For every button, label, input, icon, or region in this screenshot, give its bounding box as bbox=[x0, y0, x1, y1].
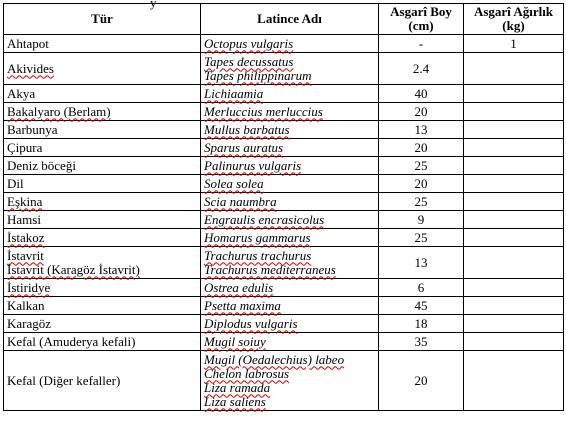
length-cell: 25 bbox=[379, 193, 464, 211]
latin-cell: Engraulis encrasicolus bbox=[201, 211, 379, 229]
weight-cell bbox=[464, 85, 564, 103]
weight-cell bbox=[464, 53, 564, 85]
length-cell: 20 bbox=[379, 351, 464, 411]
header-min-weight: Asgarî Ağırlık (kg) bbox=[464, 4, 564, 35]
latin-cell: Trachurus trachurus Trachurus mediterraneus bbox=[201, 247, 379, 279]
weight-cell bbox=[464, 121, 564, 139]
weight-cell bbox=[464, 193, 564, 211]
length-cell: 20 bbox=[379, 175, 464, 193]
weight-cell bbox=[464, 211, 564, 229]
species-cell: Hamsi bbox=[4, 211, 201, 229]
species-cell: Kefal (Amuderya kefali) bbox=[4, 333, 201, 351]
weight-cell bbox=[464, 297, 564, 315]
species-cell: Karagöz bbox=[4, 315, 201, 333]
species-cell: Kefal (Diğer kefaller) bbox=[4, 351, 201, 411]
table-row bbox=[4, 247, 564, 279]
table-row bbox=[4, 193, 564, 211]
caption-fragment bbox=[150, 0, 210, 10]
latin-cell: Merluccius merluccius bbox=[201, 103, 379, 121]
length-cell: 6 bbox=[379, 279, 464, 297]
length-cell: 20 bbox=[379, 139, 464, 157]
latin-cell: Mugil soiuy bbox=[201, 333, 379, 351]
header-species: Tür bbox=[4, 4, 201, 35]
length-cell: 45 bbox=[379, 297, 464, 315]
weight-cell bbox=[464, 139, 564, 157]
length-cell: 13 bbox=[379, 121, 464, 139]
latin-cell: Ostrea edulis bbox=[201, 279, 379, 297]
weight-cell: 1 bbox=[464, 35, 564, 53]
length-cell: 25 bbox=[379, 229, 464, 247]
table-row bbox=[4, 139, 564, 157]
header-row bbox=[4, 4, 564, 35]
weight-cell bbox=[464, 315, 564, 333]
table-row bbox=[4, 35, 564, 53]
weight-cell bbox=[464, 103, 564, 121]
species-cell: İstiridye bbox=[4, 279, 201, 297]
latin-cell: Mugil (Oedalechius) labeo Chelon labrosus Liza ramada Liza saliens bbox=[201, 351, 379, 411]
weight-cell bbox=[464, 157, 564, 175]
length-cell: 20 bbox=[379, 103, 464, 121]
table-row bbox=[4, 121, 564, 139]
latin-cell: Sparus auratus bbox=[201, 139, 379, 157]
fish-size-table bbox=[3, 3, 564, 411]
weight-cell bbox=[464, 229, 564, 247]
table-row bbox=[4, 279, 564, 297]
header-latin: Latince Adı bbox=[201, 4, 379, 35]
species-cell: Eşkina bbox=[4, 193, 201, 211]
table-row bbox=[4, 229, 564, 247]
weight-cell bbox=[464, 333, 564, 351]
latin-cell: Lichiaamia bbox=[201, 85, 379, 103]
species-cell: Akivides bbox=[4, 53, 201, 85]
table-row bbox=[4, 211, 564, 229]
table-row bbox=[4, 157, 564, 175]
latin-cell: Homarus gammarus bbox=[201, 229, 379, 247]
table-row bbox=[4, 103, 564, 121]
table-row bbox=[4, 351, 564, 411]
weight-cell bbox=[464, 247, 564, 279]
species-cell: Dil bbox=[4, 175, 201, 193]
latin-cell: Palinurus vulgaris bbox=[201, 157, 379, 175]
weight-cell bbox=[464, 351, 564, 411]
table-row bbox=[4, 315, 564, 333]
weight-cell bbox=[464, 175, 564, 193]
length-cell: 9 bbox=[379, 211, 464, 229]
species-cell: İstavrit İstavrit (Karagöz İstavrit) bbox=[4, 247, 201, 279]
length-cell: 35 bbox=[379, 333, 464, 351]
species-cell: İstakoz bbox=[4, 229, 201, 247]
species-cell: Deniz böceği bbox=[4, 157, 201, 175]
species-cell: Barbunya bbox=[4, 121, 201, 139]
latin-cell: Solea solea bbox=[201, 175, 379, 193]
species-cell: Kalkan bbox=[4, 297, 201, 315]
latin-cell: Scia naumbra bbox=[201, 193, 379, 211]
header-min-length: Asgarî Boy (cm) bbox=[379, 4, 464, 35]
species-cell: Çipura bbox=[4, 139, 201, 157]
table-row bbox=[4, 85, 564, 103]
length-cell: - bbox=[379, 35, 464, 53]
length-cell: 13 bbox=[379, 247, 464, 279]
table-row bbox=[4, 175, 564, 193]
latin-cell: Octopus vulgaris bbox=[201, 35, 379, 53]
latin-cell: Psetta maxima bbox=[201, 297, 379, 315]
latin-cell: Diplodus vulgaris bbox=[201, 315, 379, 333]
length-cell: 18 bbox=[379, 315, 464, 333]
species-cell: Akya bbox=[4, 85, 201, 103]
length-cell: 40 bbox=[379, 85, 464, 103]
table-row bbox=[4, 333, 564, 351]
species-cell: Bakalyaro (Berlam) bbox=[4, 103, 201, 121]
table-row bbox=[4, 297, 564, 315]
latin-cell: Tapes decussatus Tapes philippinarum bbox=[201, 53, 379, 85]
species-cell: Ahtapot bbox=[4, 35, 201, 53]
caption-fragment-text: y bbox=[150, 0, 157, 10]
length-cell: 2.4 bbox=[379, 53, 464, 85]
table-row bbox=[4, 53, 564, 85]
length-cell: 25 bbox=[379, 157, 464, 175]
weight-cell bbox=[464, 279, 564, 297]
latin-cell: Mullus barbatus bbox=[201, 121, 379, 139]
